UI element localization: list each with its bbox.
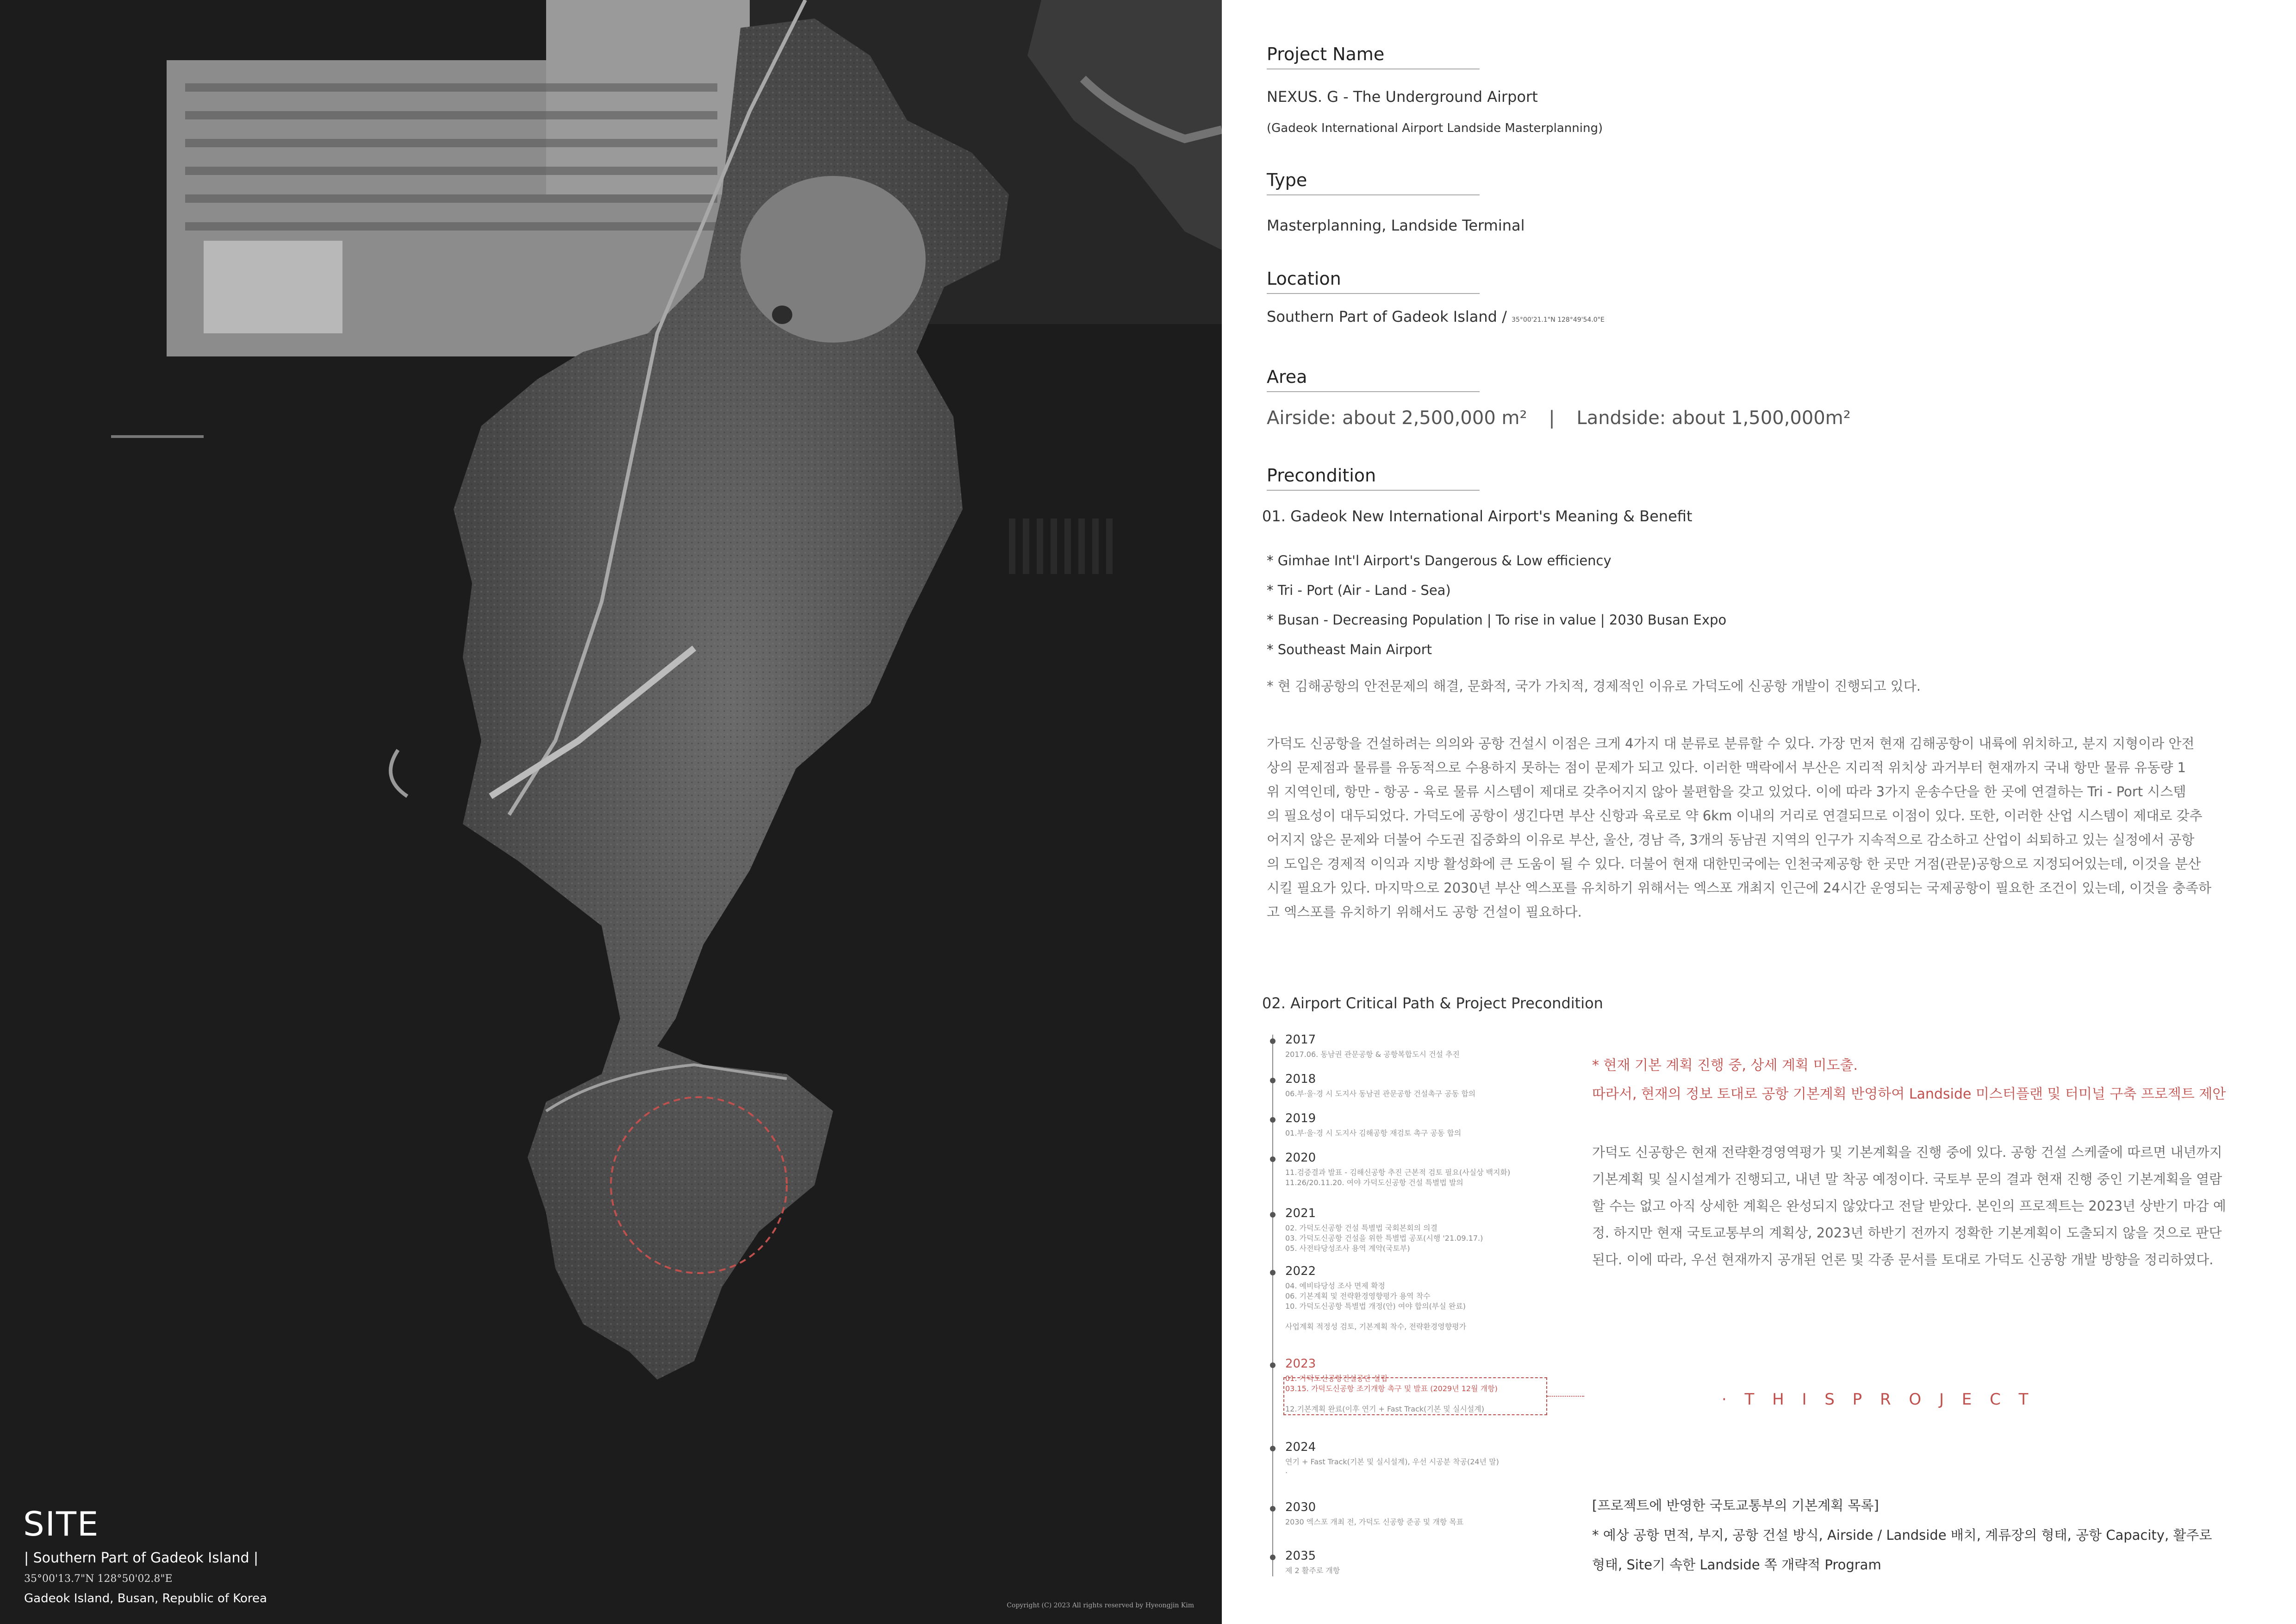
plan-list-line: 형태, Site기 속한 Landside 쪽 개략적 Program — [1592, 1557, 1881, 1573]
site-subtitle: | Southern Part of Gadeok Island | — [24, 1550, 259, 1566]
timeline-dot — [1270, 1038, 1276, 1044]
area-landside: Landside: about 1,500,000m² — [1576, 407, 1851, 429]
precondition-heading: Precondition — [1267, 465, 1376, 486]
timeline-year-label: 2030 — [1285, 1500, 1316, 1514]
timeline-note: . — [1285, 1466, 1288, 1475]
paragraph-line: 고 엑스포를 유치하기 위해서도 공항 건설이 필요하다. — [1267, 904, 1582, 920]
timeline-year-label: 2017 — [1285, 1033, 1316, 1047]
site-place: Gadeok Island, Busan, Republic of Korea — [24, 1592, 267, 1605]
timeline-axis — [1272, 1035, 1273, 1576]
timeline-year-label: 2018 — [1285, 1072, 1316, 1086]
section2-paragraph — [1592, 1139, 2263, 1273]
timeline-note: 11.검증결과 발표 - 김해신공항 추진 근본적 검토 필요(사실상 백지화) — [1285, 1168, 1511, 1177]
red-note: 따라서, 현재의 정보 토대로 공항 기본계획 반영하여 Landside 미스터플랜 및 터미널 구축 프로젝트 제안 — [1592, 1086, 2226, 1102]
plan-list — [1592, 1491, 2263, 1580]
timeline-note: 01.부·울·경 시 도지사 김해공항 재검토 촉구 공동 합의 — [1285, 1129, 1462, 1137]
timeline-dot — [1270, 1446, 1276, 1451]
timeline-note: 05. 사전타당성조사 용역 계약(국토부) — [1285, 1244, 1410, 1253]
timeline-note: 04. 예비타당성 조사 면제 확정 — [1285, 1281, 1385, 1290]
timeline-note: 10. 가덕도신공항 특별법 개정(안) 여야 합의(부실 완료) — [1285, 1302, 1466, 1311]
area-separator: | — [1549, 407, 1555, 429]
timeline-note: 2017.06. 동남권 관문공항 & 공항복합도시 건설 추진 — [1285, 1050, 1460, 1059]
timeline-dot — [1270, 1117, 1276, 1123]
bullet-item: * Busan - Decreasing Population | To rise in value | 2030 Busan Expo — [1267, 612, 1727, 628]
this-project-label: · T H I S P R O J E C T — [1722, 1390, 2035, 1409]
timeline-dot — [1270, 1506, 1276, 1512]
timeline-note: 2030 엑스포 개최 전, 가덕도 신공항 준공 및 개항 목표 — [1285, 1518, 1464, 1526]
timeline-dot — [1270, 1212, 1276, 1218]
timeline-note: 제 2 활주로 개항 — [1285, 1566, 1340, 1575]
site-title: SITE — [23, 1505, 100, 1543]
section1-summary: * 현 김해공항의 안전문제의 해결, 문화적, 국가 가치적, 경제적인 이유로 가덕도에 신공항 개발이 진행되고 있다. — [1267, 678, 1921, 694]
paragraph-line: 의 도입은 경제적 이익과 지방 활성화에 큰 도움이 될 수 있다. 더불어 현재 대한민국에는 인천국제공항 한 곳만 거점(관문)공항으로 지정되어있는데, 이것을 분산 — [1267, 856, 2201, 872]
bullet-item: * Tri - Port (Air - Land - Sea) — [1267, 582, 1451, 598]
paragraph-line: 된다. 이에 따라, 우선 현재까지 공개된 언론 및 각종 문서를 토대로 가덕도 신공항 개발 방향을 정리하였다. — [1592, 1252, 2214, 1268]
paragraph-line: 의 필요성이 대두되었다. 가덕도에 공항이 생긴다면 부산 신항과 육로로 약 6km 이내의 거리로 연결되므로 이점이 있다. 또한, 이러한 산업 시스템이 제대로 갖추 — [1267, 808, 2203, 824]
project-location — [1267, 308, 1605, 325]
paragraph-line: 가덕도 신공항은 현재 전략환경영역평가 및 기본계획을 진행 중에 있다. 공항 건설 스케줄에 따르면 내년까지 — [1592, 1144, 2222, 1160]
paragraph-line: 어지지 않은 문제와 더불어 수도권 집중화의 이유로 부산, 울산, 경남 즉, 3개의 동남권 지역의 인구가 지속적으로 감소하고 산업이 쇠퇴하고 있는 실정에서 공항 — [1267, 832, 2195, 848]
paragraph-line: 시킬 필요가 있다. 마지막으로 2030년 부산 엑스포를 유치하기 위해서는 엑스포 개최지 인근에 24시간 운영되는 국제공항이 필요한 조건이 있는데, 이것을 충족하 — [1267, 880, 2212, 896]
timeline-dot — [1270, 1156, 1276, 1162]
timeline-note: 12.기본계획 완료(이후 연기 + Fast Track(기본 및 실시설계) — [1285, 1405, 1484, 1413]
paragraph-line: 기본계획 및 실시설계가 진행되고, 내년 말 착공 예정이다. 국토부 문의 결과 현재 진행 중인 기본계획을 열람 — [1592, 1171, 2222, 1187]
timeline-dot — [1270, 1362, 1276, 1368]
timeline-year-label: 2019 — [1285, 1112, 1316, 1125]
timeline-year-label: 2024 — [1285, 1440, 1316, 1454]
timeline-dot — [1270, 1078, 1276, 1083]
lagoon — [740, 176, 926, 343]
timeline-dot — [1270, 1270, 1276, 1275]
project-name: NEXUS. G - The Underground Airport — [1267, 88, 1538, 106]
copyright-text: Copyright (C) 2023 All rights reserved by Hyeongjin Kim — [1007, 1602, 1194, 1609]
this-project-connector — [1547, 1396, 1584, 1397]
section2-title: 02. Airport Critical Path & Project Precondition — [1262, 994, 1603, 1012]
paragraph-line: 할 수는 없고 아직 상세한 계획은 완성되지 않았다고 전달 받았다. 본인의 프로젝트는 2023년 상반기 마감 예 — [1592, 1198, 2226, 1214]
timeline-note: 03. 가덕도신공항 건설을 위한 특별법 공포(시행 '21.09.17.) — [1285, 1234, 1483, 1243]
timeline-dot — [1270, 1555, 1276, 1560]
section1-paragraph — [1267, 731, 2283, 924]
location-coordinates: 35°00'21.1"N 128°49'54.0"E — [1512, 316, 1605, 324]
project-name-heading: Project Name — [1267, 44, 1385, 64]
timeline-year-label: 2020 — [1285, 1151, 1316, 1165]
location-text: Southern Part of Gadeok Island / — [1267, 308, 1507, 325]
timeline-year-label: 2021 — [1285, 1206, 1316, 1220]
bullet-item: * Gimhae Int'l Airport's Dangerous & Low efficiency — [1267, 553, 1612, 568]
divider — [1267, 490, 1480, 491]
timeline-note: 연기 + Fast Track(기본 및 실시설계), 우선 시공분 착공(24년 말) — [1285, 1457, 1499, 1466]
project-text-panel — [1222, 0, 2296, 1624]
paragraph-line: 가덕도 신공항을 건설하려는 의의와 공항 건설시 이점은 크게 4가지 대 분류로 분류할 수 있다. 가장 먼저 현재 김해공항이 내륙에 위치하고, 분지 지형이라 안전 — [1267, 736, 2195, 751]
timeline-note: 11.26/20.11.20. 여야 가덕도신공항 건설 특별법 발의 — [1285, 1178, 1463, 1187]
paragraph-line: 상의 문제점과 물류를 유동적으로 수용하지 못하는 점이 문제가 되고 있다. 이러한 맥락에서 부산은 지리적 위치상 과거부터 현재까지 국내 항만 물류 유동량 1 — [1267, 760, 2186, 775]
timeline-year-label: 2022 — [1285, 1264, 1316, 1278]
divider — [1267, 194, 1480, 195]
plan-list-line: * 예상 공항 면적, 부지, 공항 건설 방식, Airside / Landside 배치, 계류장의 형태, 공항 Capacity, 활주로 — [1592, 1527, 2212, 1543]
timeline-note: 06. 기본계획 및 전략환경영향평가 용역 착수 — [1285, 1292, 1431, 1300]
critical-path-timeline — [1267, 1035, 1600, 1581]
bullet-item: * Southeast Main Airport — [1267, 642, 1432, 657]
area-heading: Area — [1267, 367, 1307, 387]
project-area — [1267, 407, 1851, 429]
timeline-year-label: 2035 — [1285, 1549, 1316, 1563]
timeline-note: 06.부·울·경 시 도지사 동남권 관문공항 건설촉구 공동 합의 — [1285, 1089, 1476, 1098]
timeline-note: 01. 가덕도신공항건설공단 설립 — [1285, 1374, 1388, 1383]
paragraph-line: 정. 하지만 현재 국토교통부의 계획상, 2023년 하반기 전까지 정확한 기본계획이 도출되지 않을 것으로 판단 — [1592, 1225, 2222, 1241]
type-heading: Type — [1267, 170, 1307, 190]
section1-title: 01. Gadeok New International Airport's Meaning & Benefit — [1262, 507, 1692, 525]
timeline-note: 03.15. 가덕도신공항 조기개항 촉구 및 발표 (2029년 12월 개항) — [1285, 1384, 1498, 1393]
timeline-note: 사업계획 적정성 검토, 기본계획 착수, 전략환경영향평가 — [1285, 1322, 1467, 1331]
timeline-note: 02. 가덕도신공항 건설 특별법 국회본회의 의결 — [1285, 1224, 1438, 1232]
divider — [1267, 391, 1480, 392]
divider — [1267, 293, 1480, 294]
project-name-sub: (Gadeok International Airport Landside Masterplanning) — [1267, 121, 1603, 135]
timeline-year-label: 2023 — [1285, 1357, 1316, 1371]
location-heading: Location — [1267, 269, 1341, 289]
project-type: Masterplanning, Landside Terminal — [1267, 217, 1525, 234]
site-coordinates: 35°00'13.7"N 128°50'02.8"E — [24, 1573, 173, 1585]
area-airside: Airside: about 2,500,000 m² — [1267, 407, 1527, 429]
plan-list-title: [프로젝트에 반영한 국토교통부의 기본계획 목록] — [1592, 1498, 1879, 1513]
red-note: * 현재 기본 계획 진행 중, 상세 계획 미도출. — [1592, 1057, 1858, 1074]
paragraph-line: 위 지역인데, 항만 - 항공 - 육로 물류 시스템이 제대로 갖추어지지 않아 불편함을 갖고 있었다. 이에 따라 3가지 운송수단을 한 곳에 연결하는 Tri - Port 시스템 — [1267, 784, 2186, 800]
